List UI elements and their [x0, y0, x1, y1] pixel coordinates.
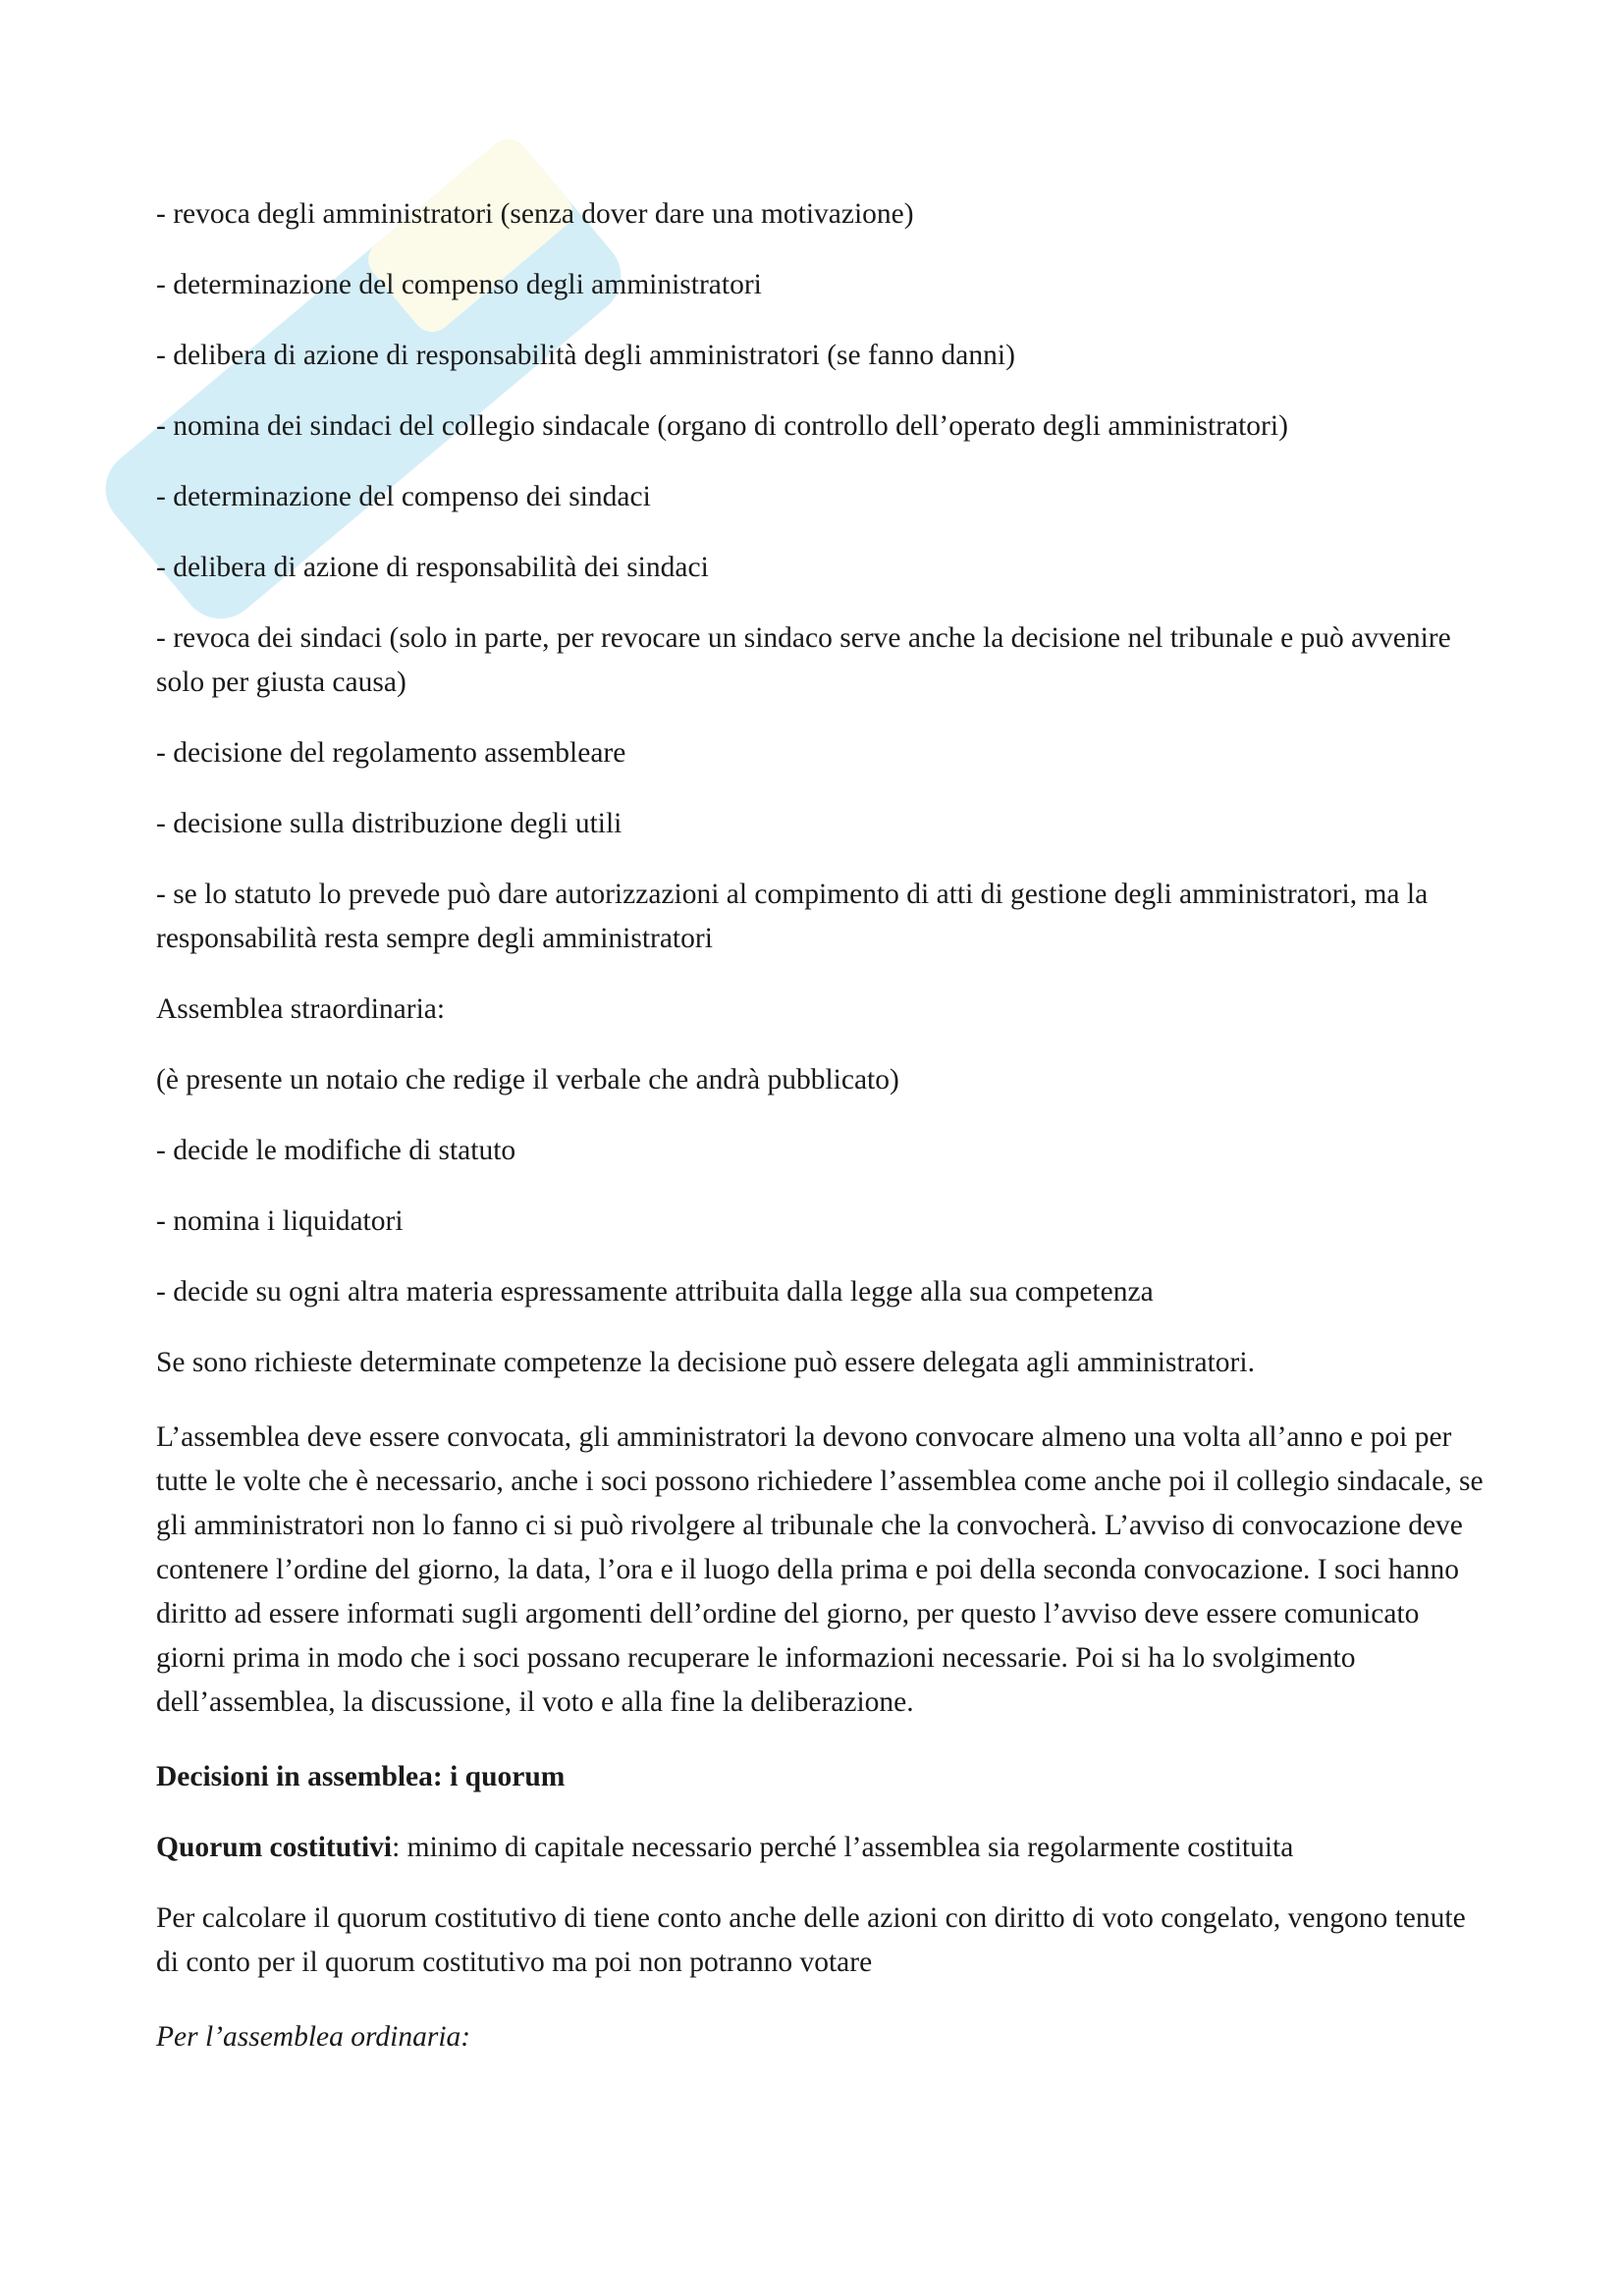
quorum-costitutivi-definition — [156, 1826, 1491, 1870]
section-heading: Decisioni in assemblea: i quorum — [156, 1761, 566, 1792]
straordinaria-note: (è presente un notaio che redige il verbale che andrà pubblicato) — [156, 1064, 899, 1095]
list-item: - determinazione del compenso degli amministratori — [156, 269, 762, 300]
list-item: - decide le modifiche di statuto — [156, 1135, 516, 1166]
quorum-costitutivi-text: : minimo di capitale necessario perché l’assemblea sia regolarmente costituita — [392, 1832, 1294, 1863]
straordinaria-heading: Assemblea straordinaria: — [156, 993, 446, 1025]
list-item: - nomina dei sindaci del collegio sindacale (organo di controllo dell’operato degli amministratori) — [156, 410, 1288, 442]
list-item: - se lo statuto lo prevede può dare autorizzazioni al compimento di atti di gestione degli amministratori, ma la responsabilità resta sempre degli amministratori — [156, 879, 1429, 954]
list-item: - delibera di azione di responsabilità dei sindaci — [156, 552, 709, 583]
list-item: - revoca degli amministratori (senza dover dare una motivazione) — [156, 198, 914, 230]
list-item: - decisione sulla distribuzione degli utili — [156, 808, 622, 839]
ordinaria-subheading: Per l’assemblea ordinaria: — [156, 2021, 471, 2053]
list-item: - determinazione del compenso dei sindaci — [156, 481, 651, 512]
quorum-costitutivi-term: Quorum costitutivi — [156, 1832, 393, 1863]
convocazione-paragraph: L’assemblea deve essere convocata, gli amministratori la devono convocare almeno una volta all’anno e poi per tutte le volte che è necessario, anche i soci possono richiedere l’assemblea come anche poi il collegio sindacale, se gli amministratori non lo fanno ci si può rivolgere al tribunale che la convocherà. L’avviso di convocazione deve contenere l’ordine del giorno, la data, l’ora e il luogo della prima e poi della seconda convocazione. I soci hanno diritto ad essere informati sugli argomenti dell’ordine del giorno, per questo l’avviso deve essere comunicato giorni prima in modo che i soci possano recuperare le informazioni necessarie. Poi si ha lo svolgimento dell’assemblea, la discussione, il voto e alla fine la deliberazione. — [156, 1421, 1484, 1718]
list-item: - decisione del regolamento assembleare — [156, 737, 626, 769]
document-body — [156, 192, 1491, 2086]
list-item: - revoca dei sindaci (solo in parte, per revocare un sindaco serve anche la decisione nel tribunale e può avvenire solo per giusta causa) — [156, 622, 1451, 698]
calcolo-paragraph: Per calcolare il quorum costitutivo di tiene conto anche delle azioni con diritto di voto congelato, vengono tenute di conto per il quorum costitutivo ma poi non potranno votare — [156, 1902, 1466, 1978]
list-item: - delibera di azione di responsabilità degli amministratori (se fanno danni) — [156, 340, 1015, 371]
list-item: - decide su ogni altra materia espressamente attribuita dalla legge alla sua competenza — [156, 1276, 1154, 1308]
list-item: - nomina i liquidatori — [156, 1205, 404, 1237]
delega-paragraph: Se sono richieste determinate competenze la decisione può essere delegata agli amministratori. — [156, 1347, 1255, 1378]
